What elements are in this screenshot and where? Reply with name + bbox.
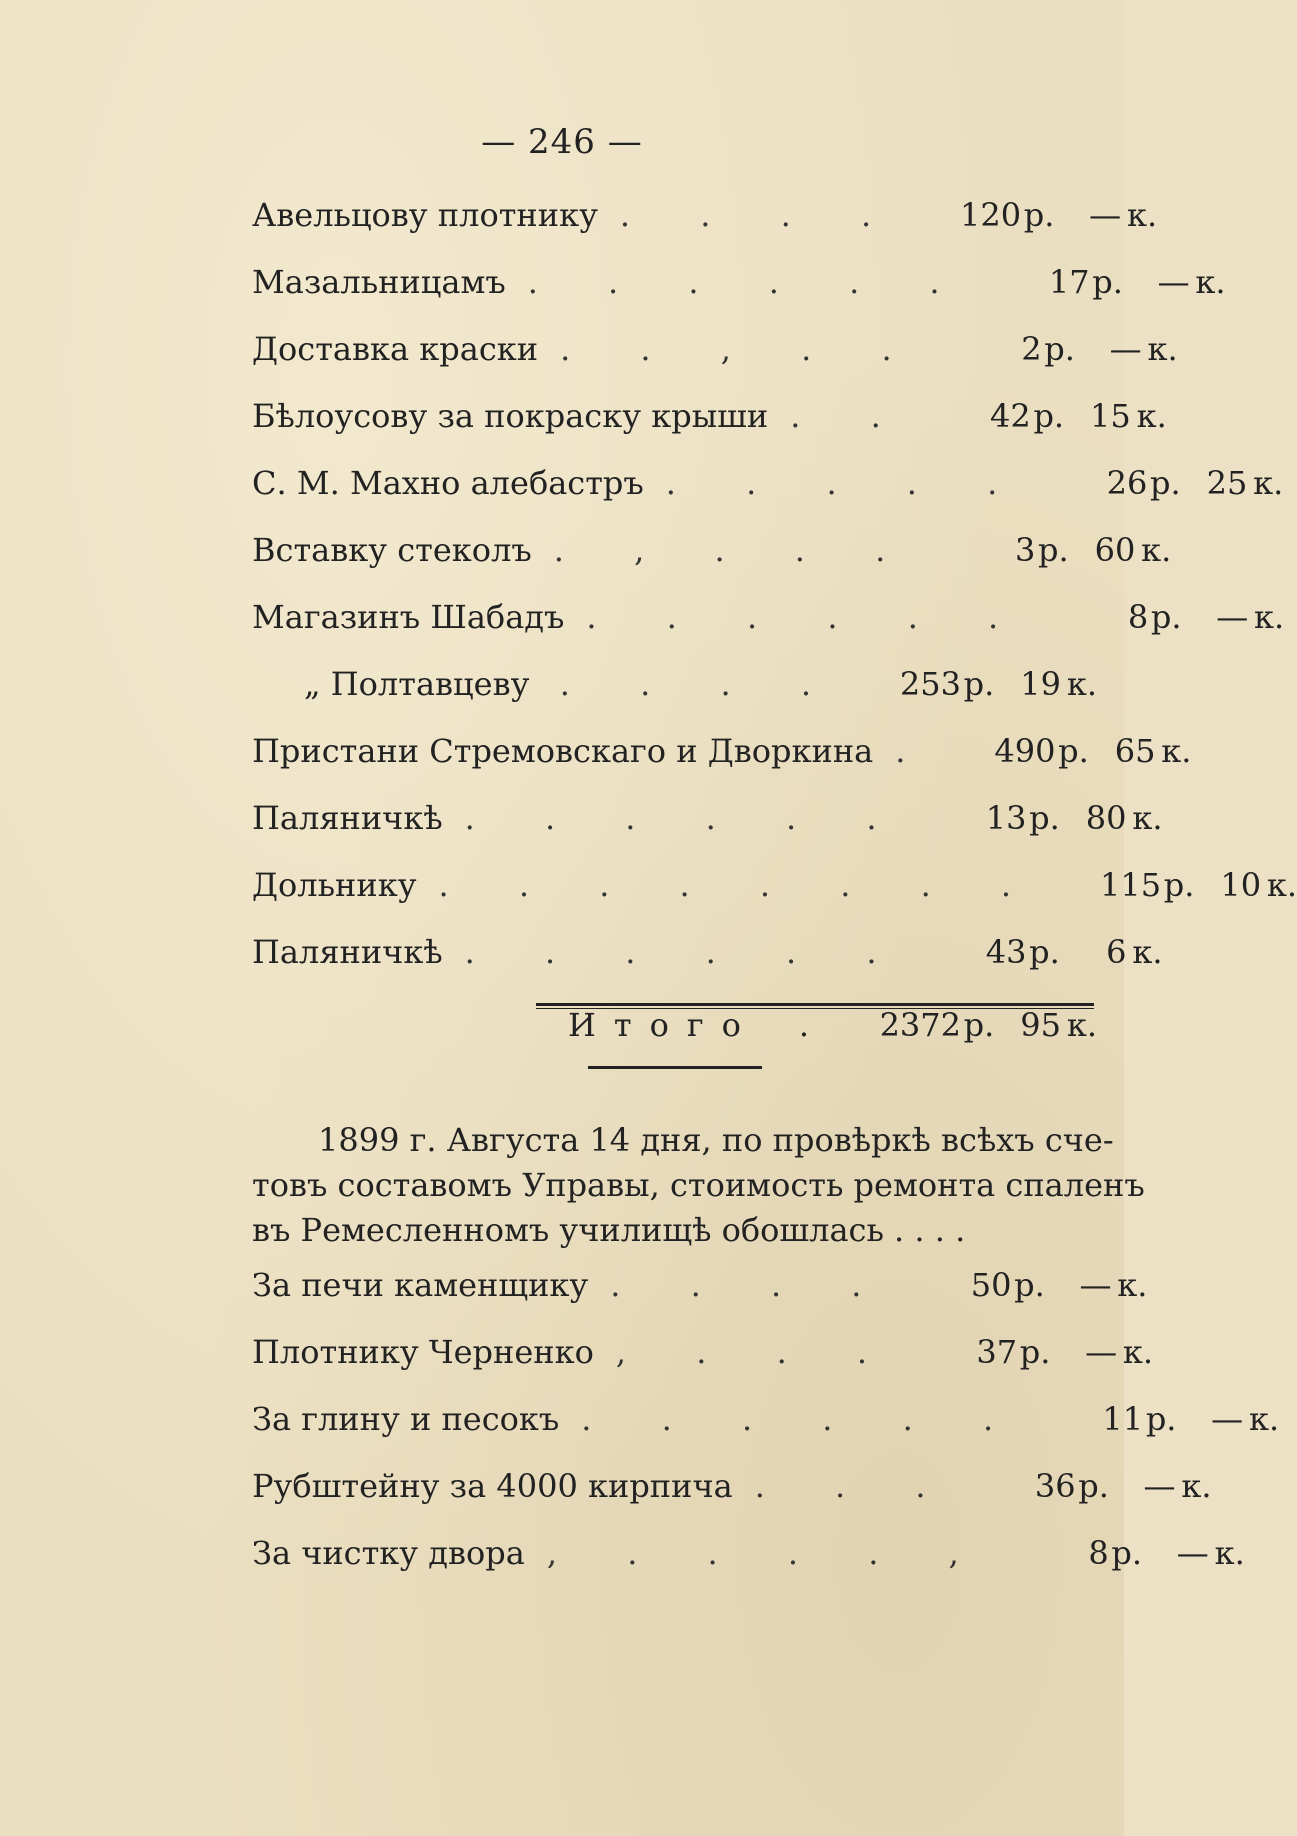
amount-kopecks: — [1216,598,1249,636]
amount-kopecks: 15 [1090,397,1131,435]
entry-label: Паляничкѣ [252,933,443,971]
rubles-unit: р. [963,1006,995,1044]
list-item [252,1400,1280,1450]
total-row [568,1006,1097,1056]
leader-dots: , . . . . , [546,1534,989,1572]
entry-label: Плотнику Черненко [252,1333,594,1371]
list-item [252,1467,1212,1517]
rubles-unit: р. [1044,330,1075,368]
entry-label: Доставка краски [252,330,539,368]
list-item [252,1534,1245,1584]
kopecks-unit: к. [1266,866,1297,904]
amount-kopecks: — [1085,1333,1118,1371]
paragraph-line: 1899 г. Августа 14 дня, по провѣркѣ всѣхъ сче- [318,1121,1114,1159]
entry-label: Вставку стеколъ [252,531,532,569]
leader-dots: . . . . [610,1266,892,1304]
page-number: — 246 — [481,122,643,162]
entry-label: Авельцову плотнику [252,196,598,234]
list-item [252,1333,1154,1383]
amount-rubles: 36 [1034,1467,1076,1505]
rubles-unit: р. [1163,866,1195,904]
amount-rubles: 37 [976,1333,1018,1371]
entry-label: Рубштейну за 4000 кирпича [252,1467,733,1505]
rubles-unit: р. [1058,732,1089,770]
amount-rubles: 50 [970,1266,1012,1304]
entry-label: „ Полтавцеву [304,665,530,703]
leader-dots: . . . . . [665,464,1028,502]
leader-dots: . . . . . . . . [438,866,1042,904]
list-item [252,933,1163,983]
amount-rubles: 17 [1048,263,1090,301]
total-kopecks: 95 [1020,1006,1061,1044]
entry-label: Магазинъ Шабадъ [252,598,565,636]
leader-dots: . . . [754,1467,956,1505]
leader-dots: . . . . . . [464,799,907,837]
rubles-unit: р. [963,665,995,703]
leader-dots: . . . . . . [586,598,1029,636]
kopecks-unit: к. [1066,1006,1097,1044]
list-item [252,598,1285,648]
leader-dots: . . . . [559,665,841,703]
list-item [252,196,1158,246]
amount-kopecks: 10 [1220,866,1262,904]
leader-dots: . . . . . . [464,933,907,971]
amount-kopecks: — [1176,1534,1209,1572]
amount-kopecks: — [1109,330,1142,368]
rubles-unit: р. [1037,531,1069,569]
rubles-unit: р. [1092,263,1123,301]
rubles-unit: р. [1014,1266,1045,1304]
leader-dots: . [895,732,936,770]
leader-dots: . . . , . [553,531,916,569]
amount-kopecks: 6 [1106,933,1127,971]
amount-rubles: 13 [985,799,1027,837]
list-item [252,464,1284,514]
kopecks-unit: к. [1214,1534,1245,1572]
entry-label: За чистку двора [252,1534,525,1572]
rubles-unit: р. [1150,598,1182,636]
kopecks-unit: к. [1195,263,1226,301]
amount-rubles: 42 [990,397,1031,435]
kopecks-unit: к. [1147,330,1178,368]
amount-kopecks: 25 [1206,464,1248,502]
kopecks-unit: к. [1254,598,1285,636]
entry-label: За печи каменщику [252,1266,589,1304]
amount-rubles: 115 [1100,866,1162,904]
leader-dots: . [798,1006,810,1044]
leader-dots: . . , . . [560,330,922,368]
rubles-unit: р. [1111,1534,1143,1572]
list-item [252,263,1226,313]
kopecks-unit: к. [1181,1467,1212,1505]
leader-dots: . . . . . . [581,1400,1024,1438]
list-item [252,397,1167,447]
entry-label: За глину и песокъ [252,1400,560,1438]
entry-label: Бѣлоусову за покраску крыши [252,397,769,435]
kopecks-unit: к. [1066,665,1097,703]
total-label: Итого [568,1006,759,1044]
amount-kopecks: 65 [1114,732,1156,770]
kopecks-unit: к. [1117,1266,1148,1304]
section-divider [588,1066,762,1069]
kopecks-unit: к. [1253,464,1284,502]
list-item [252,866,1297,916]
kopecks-unit: к. [1126,196,1158,234]
rubles-unit: р. [1078,1467,1109,1505]
kopecks-unit: к. [1122,1333,1154,1371]
amount-rubles: 490 [994,732,1056,770]
kopecks-unit: к. [1141,531,1172,569]
entry-label: Паляничкѣ [252,799,443,837]
amount-kopecks: — [1079,1266,1112,1304]
amount-rubles: 11 [1102,1400,1144,1438]
paragraph-line: товъ составомъ Управы, стоимость ремонта спаленъ [252,1166,1145,1204]
amount-rubles: 8 [1088,1534,1109,1572]
amount-rubles: 3 [1014,531,1036,569]
amount-kopecks: — [1157,263,1190,301]
entry-label: Пристани Стремовскаго и Дворкина [252,732,874,770]
list-item [252,665,1097,715]
list-item [252,1266,1148,1316]
amount-kopecks: 60 [1094,531,1136,569]
kopecks-unit: к. [1132,799,1163,837]
list-item [252,330,1178,380]
leader-dots: . . . , [615,1333,898,1371]
rubles-unit: р. [1019,1333,1051,1371]
amount-rubles: 120 [960,196,1022,234]
entry-label: Мазальницамъ [252,263,506,301]
rubles-unit: р. [1149,464,1181,502]
rubles-unit: р. [1029,933,1060,971]
leader-dots: . . . . [619,196,902,234]
amount-rubles: 2 [1021,330,1042,368]
amount-kopecks: — [1143,1467,1176,1505]
list-item [252,799,1163,849]
list-item [252,531,1172,581]
rubles-unit: р. [1145,1400,1177,1438]
leader-dots: . . [790,397,911,435]
rubles-unit: р. [1029,799,1060,837]
amount-kopecks: — [1211,1400,1244,1438]
kopecks-unit: к. [1248,1400,1280,1438]
amount-rubles: 8 [1127,598,1149,636]
entry-label: Дольнику [252,866,417,904]
entry-label: С. М. Махно алебастръ [252,464,644,502]
kopecks-unit: к. [1161,732,1192,770]
amount-kopecks: 19 [1020,665,1061,703]
kopecks-unit: к. [1132,933,1163,971]
list-item [252,732,1192,782]
paragraph-line: въ Ремесленномъ училищѣ обошлась . . . . [252,1211,966,1249]
body-paragraph [252,1118,1145,1253]
amount-kopecks: 80 [1085,799,1127,837]
amount-rubles: 253 [899,665,961,703]
amount-rubles: 43 [985,933,1027,971]
kopecks-unit: к. [1136,397,1167,435]
amount-rubles: 26 [1106,464,1148,502]
amount-kopecks: — [1089,196,1122,234]
leader-dots: . . . . . . [527,263,970,301]
rubles-unit: р. [1033,397,1065,435]
total-rubles: 2372 [879,1006,961,1044]
rubles-unit: р. [1023,196,1055,234]
